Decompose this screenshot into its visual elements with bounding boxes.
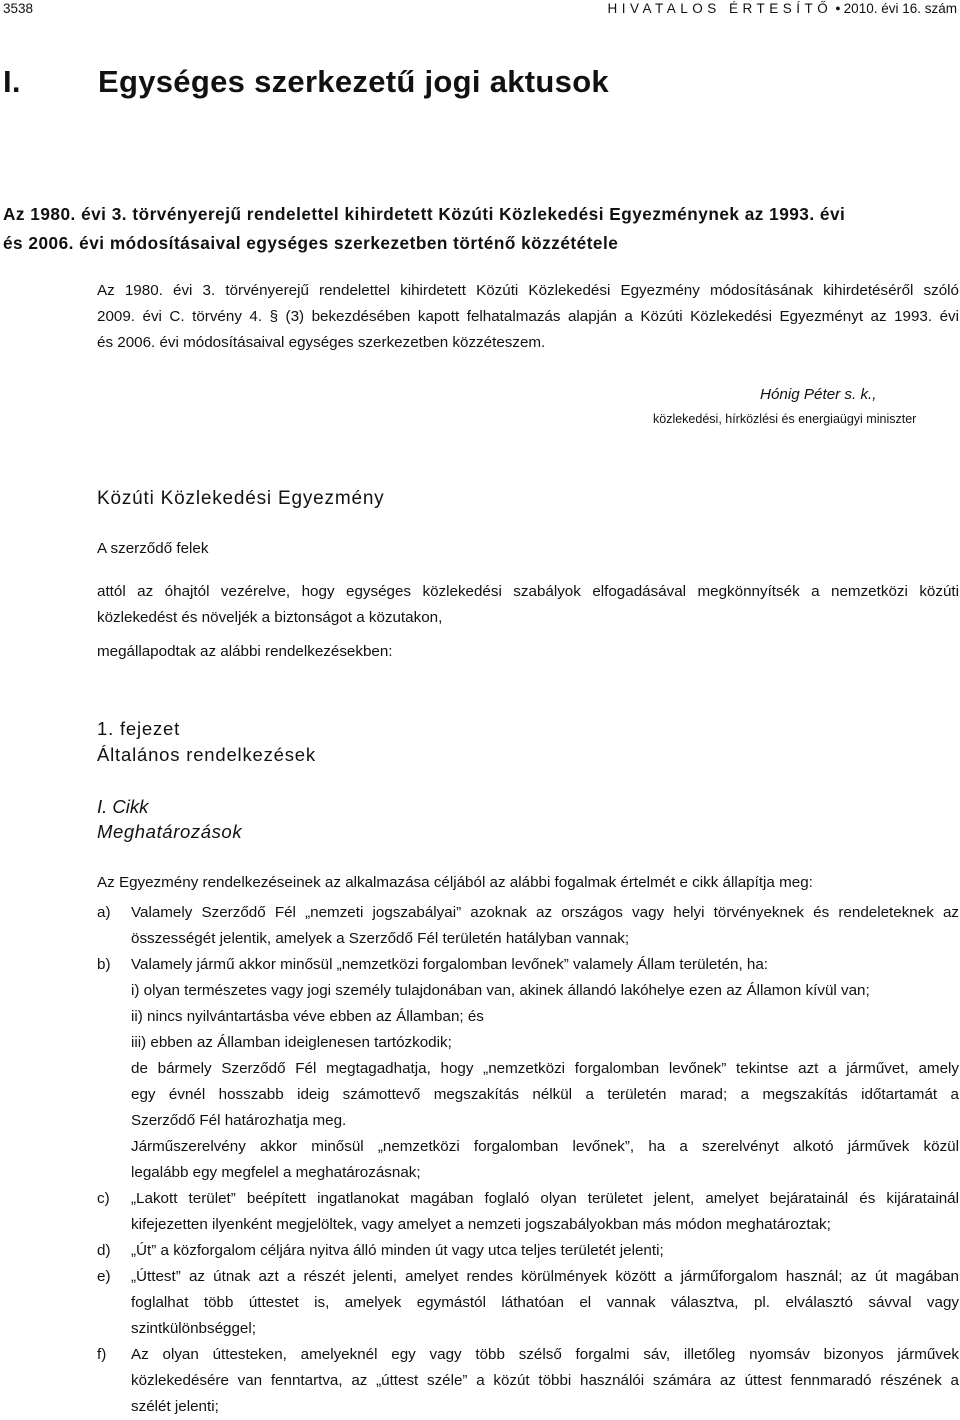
item-line: „Út” a közforgalom céljára nyitva álló minden út vagy utca teljes területét jelenti; [131, 1242, 664, 1259]
section-title: Egységes szerkezetű jogi aktusok [98, 64, 609, 99]
convention-title: Közúti Közlekedési Egyezmény [97, 488, 385, 509]
definition-item [97, 1342, 959, 1420]
paragraph-line: attól az óhajtól vezérelve, hogy egységes közlekedési szabályok elfogadásával megkönnyítsék a nemzetközi közúti [97, 583, 959, 600]
section-number: I. [3, 64, 21, 99]
sub-item-line: ii) nincs nyilvántartásba véve ebben az Államban; és [131, 1008, 484, 1025]
running-header [0, 0, 960, 22]
definition-item [97, 1264, 959, 1342]
signatory-role: közlekedési, hírközlési és energiaügyi miniszter [653, 412, 917, 426]
definition-item [97, 1186, 959, 1238]
sub-item-line: i) olyan természetes vagy jogi személy tulajdonában van, akinek állandó lakóhelye ezen az Államon kívül van; [131, 982, 870, 999]
definition-item [97, 1238, 959, 1264]
preamble-paragraph [97, 579, 959, 631]
item-line: de bármely Szerződő Fél megtagadhatja, hogy „nemzetközi forgalomban levőnek” tekintse azt a járművet, amely [131, 1060, 959, 1077]
definition-item [97, 952, 959, 1186]
law-title-line: és 2006. évi módosításaival egységes szerkezetben történő közzététele [3, 233, 619, 253]
chapter-title: Általános rendelkezések [97, 744, 316, 765]
item-line: Az olyan úttesteken, amelyeknél egy vagy több szélső forgalmi sáv, illetőleg nyomsáv bizonyos járművek [131, 1346, 959, 1363]
publication-name: HIVATALOS ÉRTESÍTŐ [607, 1, 833, 16]
paragraph-line: és 2006. évi módosításaival egységes szerkezetben közzéteszem. [97, 334, 546, 351]
item-line: legalább egy megfelel a meghatározásnak; [131, 1164, 421, 1181]
chapter-number: 1. fejezet [97, 718, 181, 739]
item-line: Valamely Szerződő Fél „nemzeti jogszabályai” azoknak az országos vagy helyi törvényeknek és rendeleteknek az [131, 904, 959, 921]
article-intro: Az Egyezmény rendelkezéseinek az alkalmazása céljából az alábbi fogalmak értelmét e cikk állapítja meg: [97, 874, 813, 891]
page-number: 3538 [3, 1, 34, 16]
definition-item [97, 900, 959, 952]
article-number: I. Cikk [97, 796, 149, 817]
item-line: kifejezetten ilyenként megjelöltek, vagy amelyet a nemzeti jogszabályokban más módon meghatároztak; [131, 1216, 831, 1233]
item-line: szélét jelenti; [131, 1398, 219, 1415]
item-line: „Úttest” az útnak azt a részét jelenti, amelyet rendes körülmények között a járműforgalom használ; az út magában [131, 1268, 959, 1285]
item-label: a) [97, 904, 111, 921]
item-label: f) [97, 1346, 107, 1363]
paragraph-line: közlekedést és növeljék a biztonságot a közutakon, [97, 609, 443, 626]
item-line: összességét jelentik, amelyek a Szerződő Fél területén hatályban vannak; [131, 930, 630, 947]
publication-info [607, 1, 957, 16]
law-title-line: Az 1980. évi 3. törvényerejű rendelettel kihirdetett Közúti Közlekedési Egyezménynek az 1993. évi [3, 204, 846, 224]
section-heading [3, 64, 609, 100]
item-line: közlekedésére van fenntartva, az „úttest széle” a közút többi használói számára az úttest fennmaradó részének a [131, 1372, 959, 1389]
agreed-line: megállapodtak az alábbi rendelkezésekben: [97, 643, 393, 660]
item-line: egy évnél hosszabb ideig számottevő megszakítás nélkül a területén marad; a megszakítás időtartamát a [131, 1086, 959, 1103]
parties-line: A szerződő felek [97, 540, 209, 557]
item-line: foglalhat több úttestet is, amelyek egymástól láthatóan el vannak választva, pl. elválasztó sávval vagy [131, 1294, 959, 1311]
article-title: Meghatározások [97, 821, 243, 842]
bullet-separator: ● [835, 3, 841, 13]
item-label: e) [97, 1268, 111, 1285]
sub-item-line: iii) ebben az Államban ideiglenesen tartózkodik; [131, 1034, 452, 1051]
item-line: Valamely jármű akkor minősül „nemzetközi forgalomban levőnek” valamely Állam területén, ha: [131, 956, 769, 973]
item-line: Járműszerelvény akkor minősül „nemzetközi forgalomban levőnek”, ha a szerelvényt alkotó járművek közül [131, 1138, 959, 1155]
paragraph-line: 2009. évi C. törvény 4. § (3) bekezdésében kapott felhatalmazás alapján a Közúti Közlekedési Egyezményt az 1993. évi [97, 308, 959, 325]
item-line: „Lakott terület” beépített ingatlanokat magában foglaló olyan területet jelent, amelyet bejáratainál és kijáratainál [131, 1190, 959, 1207]
item-label: c) [97, 1190, 110, 1207]
item-line: Szerződő Fél határozhatja meg. [131, 1112, 347, 1129]
promulgation-paragraph [97, 278, 959, 356]
issue-info: 2010. évi 16. szám [843, 1, 957, 16]
paragraph-line: Az 1980. évi 3. törvényerejű rendelettel kihirdetett Közúti Közlekedési Egyezmény módosításának kihirdetéséről szóló [97, 282, 959, 299]
item-label: d) [97, 1242, 111, 1259]
item-line: szintkülönbséggel; [131, 1320, 256, 1337]
definitions-list [97, 900, 959, 1420]
signatory-name: Hónig Péter s. k., [760, 386, 877, 403]
law-title [3, 200, 958, 258]
item-label: b) [97, 956, 111, 973]
